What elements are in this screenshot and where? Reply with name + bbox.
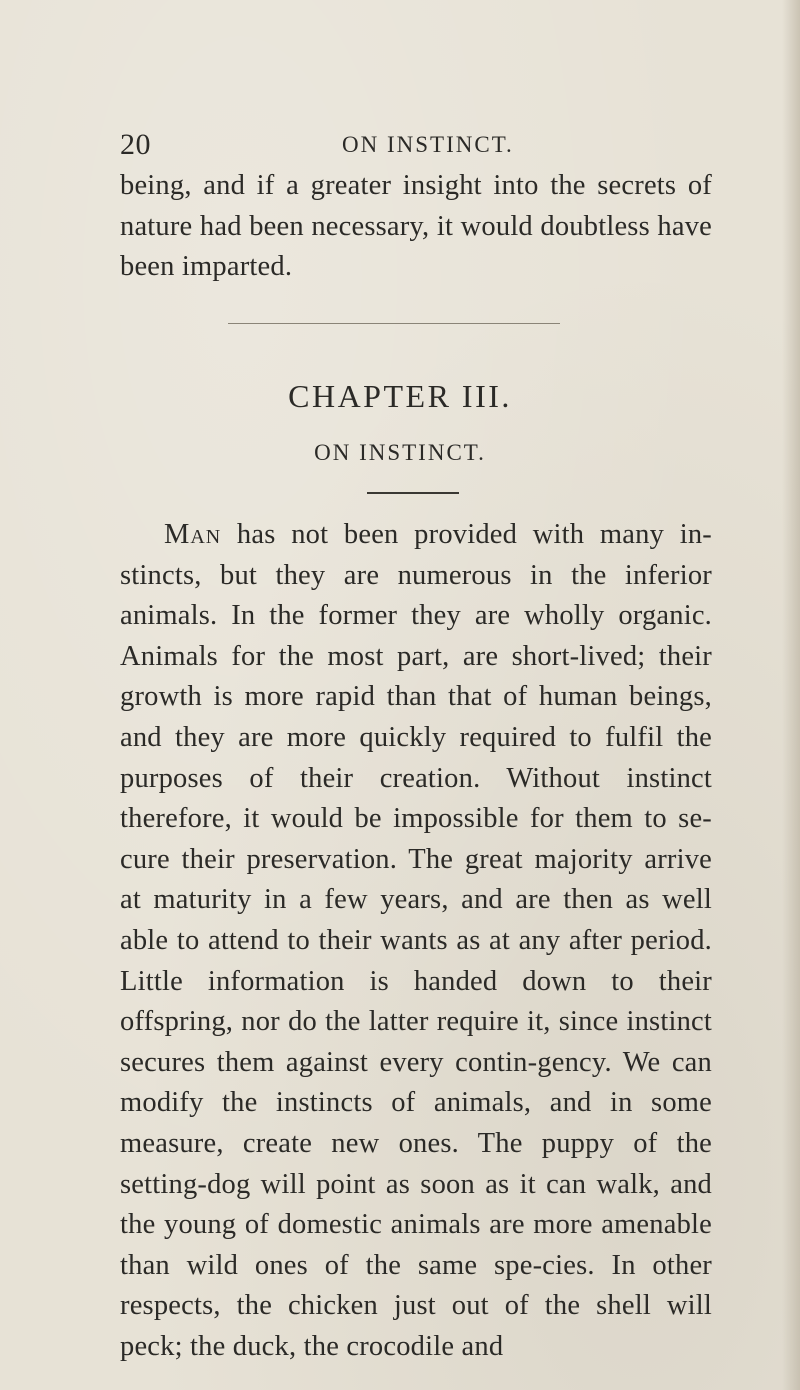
opening-word: Man <box>164 519 222 550</box>
running-title: ON INSTINCT. <box>342 132 514 157</box>
body-paragraph <box>120 515 712 1367</box>
chapter-heading: CHAPTER III. <box>288 378 512 414</box>
running-head <box>120 128 710 168</box>
section-divider-rule <box>228 323 560 324</box>
page-number: 20 <box>120 128 151 161</box>
paragraph-text: has not been provided with many in-stincts, but they are numerous in the inferior animals. In the former they are wholly organic. Animals for the most part, are short-lived; their growth is more rapid than that of human beings, and they are more quickly required to fulfil the purposes of their creation. Without instinct therefore, it would be impossible for them to se-cure their preservation. The great majority arrive at maturity in a few years, and are then as well able to attend to their wants as at any after period. Little information is handed down to their offspring, nor do the latter require it, since instinct secures them against every contin-gency. We can modify the instincts of animals, and in some measure, create new ones. The puppy of the setting-dog will point as soon as it can walk, and the young of domestic animals are more amenable than wild ones of the same spe-cies. In other respects, the chicken just out of the shell will peck; the duck, the crocodile and <box>120 519 712 1362</box>
chapter-rule <box>367 492 459 494</box>
continuation-paragraph: being, and if a greater insight into the secrets of nature had been necessary, it would doubtless have been imparted. <box>120 170 712 282</box>
page-edge-shadow <box>782 0 800 1390</box>
chapter-subtitle: ON INSTINCT. <box>314 440 486 465</box>
